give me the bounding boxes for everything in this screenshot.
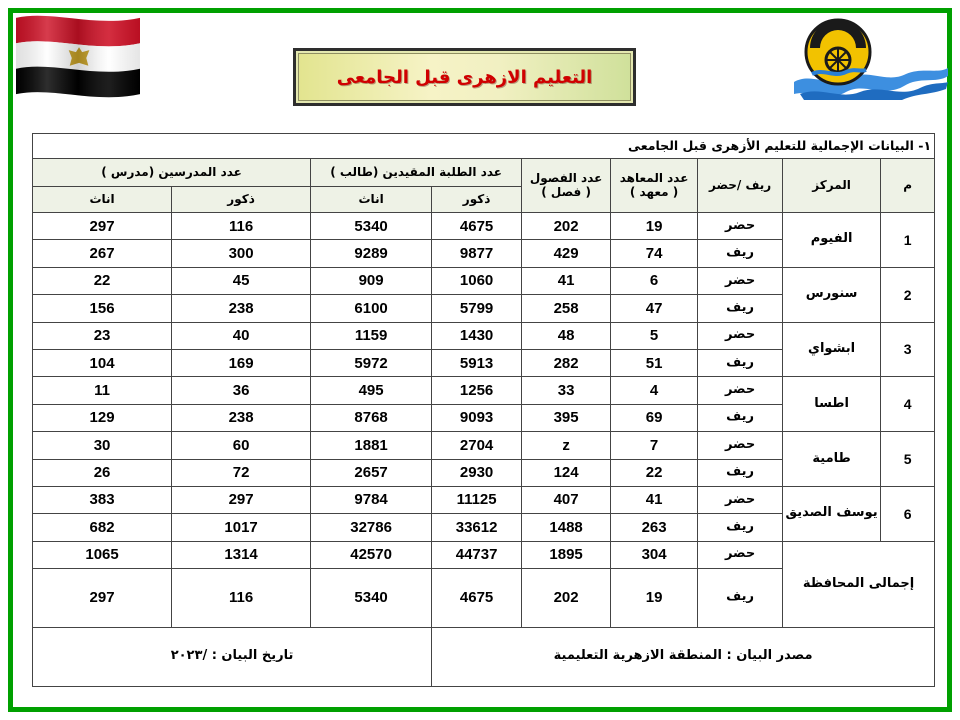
cell-students-male: 2930 [432,459,522,486]
data-source: مصدر البيان : المنطقة الازهرية التعليمية [432,627,935,686]
center-name: الفيوم [783,213,881,268]
cell-students-male: 44737 [432,541,522,568]
cell-teachers-female: 383 [33,486,172,513]
cell-institutes: 19 [611,213,698,240]
cell-students-female: 8768 [311,404,432,431]
header-teachers-male: ذكور [172,187,311,213]
cell-institutes: 304 [611,541,698,568]
cell-teachers-male: 40 [172,322,311,349]
cell-students-female: 1881 [311,432,432,459]
cell-classes: 395 [522,404,611,431]
cell-teachers-male: 238 [172,295,311,322]
page-title: التعليم الازهرى قبل الجامعى [336,66,593,88]
cell-students-male: 9877 [432,240,522,267]
header-serial: م [881,159,935,213]
center-name: ابشواي [783,322,881,377]
cell-students-female: 9784 [311,486,432,513]
cell-teachers-female: 30 [33,432,172,459]
cell-institutes: 7 [611,432,698,459]
cell-teachers-male: 238 [172,404,311,431]
cell-area: ريف [698,459,783,486]
cell-teachers-male: 169 [172,349,311,376]
cell-students-female: 42570 [311,541,432,568]
cell-teachers-female: 682 [33,514,172,541]
header-area: ريف /حضر [698,159,783,213]
cell-students-female: 495 [311,377,432,404]
cell-classes: 33 [522,377,611,404]
cell-institutes: 51 [611,349,698,376]
title-banner [293,48,636,106]
cell-teachers-male: 1017 [172,514,311,541]
cell-students-female: 6100 [311,295,432,322]
cell-teachers-male: 60 [172,432,311,459]
row-serial: 1 [881,213,935,268]
cell-area: حضر [698,541,783,568]
total-label: إجمالى المحافظة [783,541,935,627]
cell-teachers-female: 26 [33,459,172,486]
cell-institutes: 47 [611,295,698,322]
cell-teachers-male: 36 [172,377,311,404]
cell-institutes: 6 [611,267,698,294]
cell-classes: 1895 [522,541,611,568]
table-row [33,432,935,459]
center-name: اطسا [783,377,881,432]
cell-teachers-female: 297 [33,213,172,240]
header-classes-unit: ( فصل ) [541,184,591,199]
cell-classes: 429 [522,240,611,267]
egypt-flag-icon [16,12,140,102]
cell-teachers-female: 11 [33,377,172,404]
cell-teachers-male: 300 [172,240,311,267]
table-row [33,377,935,404]
row-serial: 4 [881,377,935,432]
header-center: المركز [783,159,881,213]
cell-students-male: 9093 [432,404,522,431]
table-row [33,267,935,294]
cell-students-female: 2657 [311,459,432,486]
fayoum-governorate-logo [790,12,950,102]
cell-teachers-female: 156 [33,295,172,322]
table-row [33,322,935,349]
row-serial: 5 [881,432,935,487]
cell-institutes: 69 [611,404,698,431]
header-teachers: عدد المدرسين (مدرس ) [33,159,311,187]
cell-institutes: 5 [611,322,698,349]
cell-students-male: 4675 [432,213,522,240]
table-row [33,541,935,568]
table-caption: ١- البيانات الإجمالية للتعليم الأزهرى قبل الجامعى [33,134,935,159]
cell-teachers-female: 1065 [33,541,172,568]
cell-teachers-female: 22 [33,267,172,294]
row-serial: 6 [881,486,935,541]
header-institutes [611,159,698,213]
cell-students-male: 4675 [432,568,522,627]
cell-teachers-male: 45 [172,267,311,294]
header-classes-label: عدد الفصول [529,170,603,185]
cell-teachers-female: 104 [33,349,172,376]
cell-students-male: 2704 [432,432,522,459]
cell-students-female: 5972 [311,349,432,376]
header-teachers-female: اناث [33,187,172,213]
cell-classes: 1488 [522,514,611,541]
cell-area: ريف [698,240,783,267]
cell-teachers-female: 267 [33,240,172,267]
header-students-male: ذكور [432,187,522,213]
cell-classes: 202 [522,213,611,240]
center-name: سنورس [783,267,881,322]
cell-institutes: 263 [611,514,698,541]
header-classes [522,159,611,213]
cell-area: ريف [698,568,783,627]
header-row [33,159,935,187]
cell-students-female: 5340 [311,213,432,240]
cell-area: حضر [698,213,783,240]
cell-institutes: 19 [611,568,698,627]
cell-classes: 41 [522,267,611,294]
cell-classes: 407 [522,486,611,513]
cell-teachers-female: 297 [33,568,172,627]
header-institutes-unit: ( معهد ) [629,184,679,199]
cell-classes: 282 [522,349,611,376]
cell-teachers-female: 23 [33,322,172,349]
cell-teachers-male: 297 [172,486,311,513]
data-table [32,133,935,687]
cell-students-male: 1060 [432,267,522,294]
cell-area: حضر [698,486,783,513]
cell-students-female: 1159 [311,322,432,349]
cell-students-female: 5340 [311,568,432,627]
cell-students-female: 9289 [311,240,432,267]
center-name: طامية [783,432,881,487]
cell-area: ريف [698,514,783,541]
table-footer-row [33,627,935,686]
cell-teachers-male: 72 [172,459,311,486]
table-row [33,486,935,513]
header-students: عدد الطلبة المقيدين (طالب ) [311,159,522,187]
cell-students-male: 33612 [432,514,522,541]
header-students-female: اناث [311,187,432,213]
cell-students-female: 32786 [311,514,432,541]
cell-classes: 258 [522,295,611,322]
cell-teachers-male: 116 [172,213,311,240]
cell-institutes: 41 [611,486,698,513]
cell-institutes: 74 [611,240,698,267]
cell-area: ريف [698,349,783,376]
center-name: يوسف الصديق [783,486,881,541]
cell-area: ريف [698,404,783,431]
table-row [33,213,935,240]
cell-institutes: 22 [611,459,698,486]
cell-students-male: 5799 [432,295,522,322]
data-date: تاريخ البيان : /٢٠٢٣ [33,627,432,686]
cell-students-male: 1256 [432,377,522,404]
cell-classes: z [522,432,611,459]
row-serial: 2 [881,267,935,322]
row-serial: 3 [881,322,935,377]
cell-area: حضر [698,377,783,404]
cell-students-male: 11125 [432,486,522,513]
cell-teachers-male: 116 [172,568,311,627]
cell-classes: 48 [522,322,611,349]
cell-classes: 124 [522,459,611,486]
cell-students-male: 1430 [432,322,522,349]
cell-area: حضر [698,322,783,349]
cell-students-female: 909 [311,267,432,294]
header-institutes-label: عدد المعاهد [619,170,689,185]
cell-area: ريف [698,295,783,322]
cell-classes: 202 [522,568,611,627]
cell-teachers-female: 129 [33,404,172,431]
table-caption-row [33,134,935,159]
cell-teachers-male: 1314 [172,541,311,568]
cell-students-male: 5913 [432,349,522,376]
cell-area: حضر [698,432,783,459]
cell-institutes: 4 [611,377,698,404]
cell-area: حضر [698,267,783,294]
table-body [33,213,935,628]
